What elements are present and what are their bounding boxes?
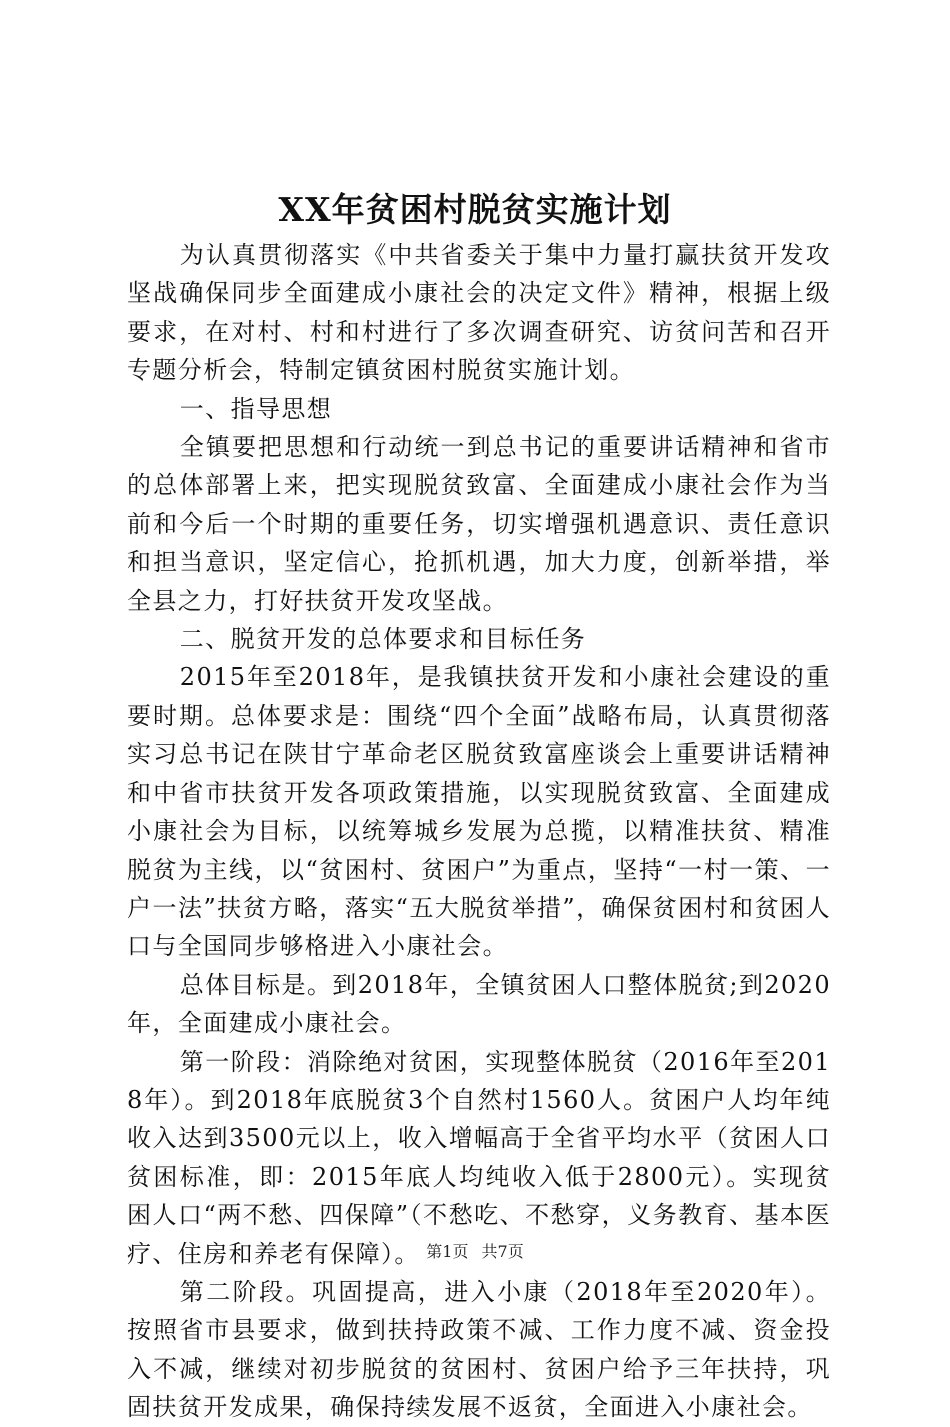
page-number: 第1页 bbox=[426, 1242, 469, 1261]
section-heading-requirements: 二、脱贫开发的总体要求和目标任务 bbox=[179, 625, 587, 654]
overall-goal-paragraph: 总体目标是。到2018年，全镇贫困人口整体脱贫;到2020年，全面建成小康社会。 bbox=[127, 970, 831, 1038]
section-heading-guiding-thought: 一、指导思想 bbox=[179, 394, 333, 423]
page-footer bbox=[0, 1240, 950, 1264]
page-total: 共7页 bbox=[481, 1242, 524, 1261]
requirements-paragraph: 2015年至2018年，是我镇扶贫开发和小康社会建设的重要时期。总体要求是：围绕“四个全面”战略布局，认真贯彻落实习总书记在陕甘宁革命老区脱贫致富座谈会上重要讲话精神和中省市扶贫开发各项政策措施，以实现脱贫致富、全面建成小康社会为目标，以统筹城乡发展为总揽，以精准扶贫、精准脱贫为主线，以“贫困村、贫困户”为重点，坚持“一村一策、一户一法”扶贫方略，落实“五大脱贫举措”，确保贫困村和贫困人口与全国同步够格进入小康社会。 bbox=[127, 663, 831, 961]
phase-two-paragraph: 第二阶段。巩固提高，进入小康（2018年至2020年）。按照省市县要求，做到扶持政策不减、工作力度不减、资金投入不减，继续对初步脱贫的贫困村、贫困户给予三年扶持，巩固扶贫开发成果，确保持续发展不返贫，全面进入小康社会。 bbox=[127, 1277, 831, 1422]
guiding-thought-paragraph: 全镇要把思想和行动统一到总书记的重要讲话精神和省市的总体部署上来，把实现脱贫致富、全面建成小康社会作为当前和今后一个时期的重要任务，切实增强机遇意识、责任意识和担当意识，坚定信心，抢抓机遇，加大力度，创新举措，举全县之力，打好扶贫开发攻坚战。 bbox=[127, 433, 831, 615]
document-title: XX年贫困村脱贫实施计划 bbox=[278, 190, 672, 229]
phase-one-paragraph: 第一阶段：消除绝对贫困，实现整体脱贫（2016年至2018年）。到2018年底脱贫3个自然村1560人。贫困户人均年纯收入达到3500元以上，收入增幅高于全省平均水平（贫困人口贫困标准，即：2015年底人均纯收入低于2800元）。实现贫困人口“两不愁、四保障”（不愁吃、不愁穿，义务教育、基本医疗、住房和养老有保障）。 bbox=[127, 1047, 831, 1268]
intro-paragraph: 为认真贯彻落实《中共省委关于集中力量打赢扶贫开发攻坚战确保同步全面建成小康社会的决定文件》精神，根据上级要求，在对村、村和村进行了多次调查研究、访贫问苦和召开专题分析会，特制定镇贫困村脱贫实施计划。 bbox=[127, 241, 831, 385]
